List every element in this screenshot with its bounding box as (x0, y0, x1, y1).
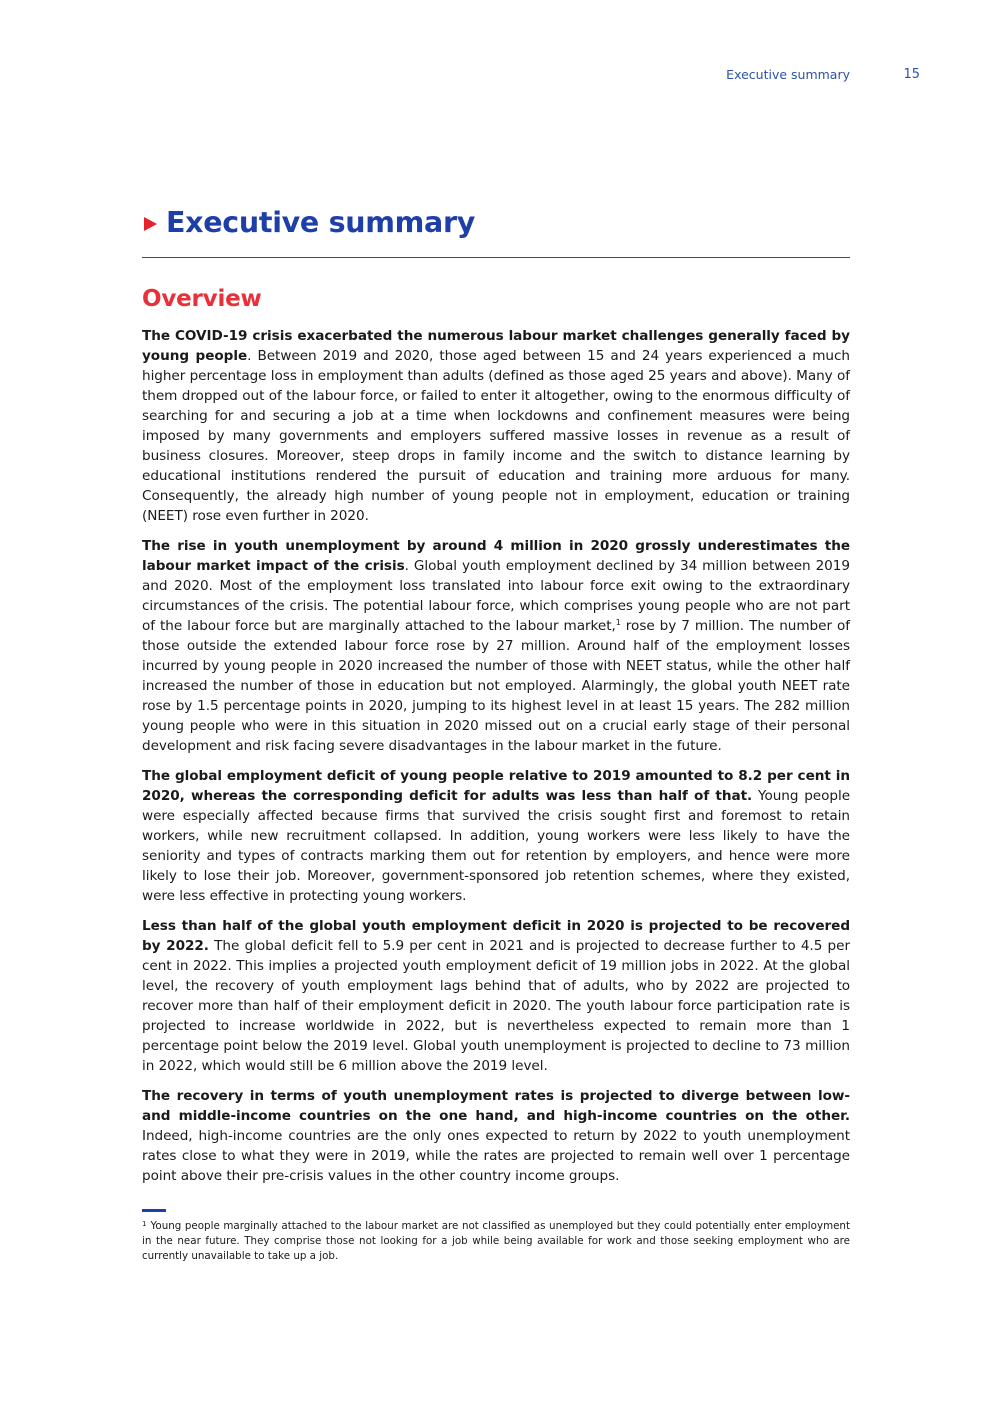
paragraph-lead: The rise in youth unemployment by around 4 million in 2020 grossly underestimates the labour market impact of the crisis (142, 538, 850, 574)
page-number: 15 (903, 67, 920, 82)
footnote-reference[interactable]: 1 (615, 618, 621, 627)
paragraph (142, 916, 850, 1076)
paragraph (142, 536, 850, 756)
body-text (142, 326, 850, 1196)
paragraph (142, 766, 850, 906)
paragraph-text: The global deficit fell to 5.9 per cent in 2021 and is projected to decrease further to 4.5 per cent in 2022. This implies a projected youth employment deficit of 19 million jobs in 2022. At the global level, the recovery of youth employment lags behind that of adults, who by 2022 are projected to recover more than half of their employment deficit in 2020. The youth labour force participation rate is projected to increase worldwide in 2022, but is nevertheless expected to remain more than 1 percentage point below the 2019 level. Global youth unemployment is projected to decline to 73 million in 2022, which would still be 6 million above the 2019 level. (142, 938, 850, 1074)
triangle-bullet-icon (144, 217, 157, 231)
footnote-divider (142, 1209, 166, 1212)
paragraph (142, 1086, 850, 1186)
footnote (142, 1219, 850, 1264)
paragraph (142, 326, 850, 526)
paragraph-text: Young people were especially affected because firms that survived the crisis sought first and foremost to retain workers, while new recruitment collapsed. In addition, young workers were less likely to have the seniority and types of contracts marking them out for retention by employers, and hence were more likely to lose their job. Moreover, government-sponsored job retention schemes, where they existed, were less effective in protecting young workers. (142, 788, 851, 904)
paragraph-text: . Global youth employment declined by 34 million between 2019 and 2020. Most of the employment loss translated into labour force exit owing to the extraordinary circumstances of the crisis. The potential labour force, which comprises young people who are not part of the labour force but are marginally attached to the labour market, (142, 558, 850, 634)
chapter-title: Executive summary (166, 206, 475, 239)
paragraph-lead: Less than half of the global youth employment deficit in 2020 is projected to be recovered by 2022. (142, 918, 850, 954)
footnote-marker: 1 (142, 1220, 147, 1228)
section-title: Overview (142, 286, 262, 312)
paragraph-text: . Between 2019 and 2020, those aged between 15 and 24 years experienced a much higher percentage loss in employment than adults (defined as those aged 25 years and above). Many of them dropped out of the labour force, or failed to enter it altogether, owing to the enormous difficulty of searching for and securing a job at a time when lockdowns and confinement measures were being imposed by many governments and employers suffered massive losses in revenue as a result of business closures. Moreover, steep drops in family income and the switch to distance learning by educational institutions rendered the pursuit of education and training more arduous for many. Consequently, the already high number of young people not in employment, education or training (NEET) rose even further in 2020. (142, 348, 850, 524)
running-header-section: Executive summary (726, 67, 850, 82)
paragraph-lead: The COVID-19 crisis exacerbated the numerous labour market challenges generally faced by young people (142, 328, 850, 364)
paragraph-text: Indeed, high-income countries are the only ones expected to return by 2022 to youth unemployment rates close to what they were in 2019, while the rates are projected to remain well over 1 percentage point above their pre-crisis values in the other country income groups. (142, 1128, 850, 1184)
paragraph-lead: The global employment deficit of young people relative to 2019 amounted to 8.2 per cent in 2020, whereas the corresponding deficit for adults was less than half of that. (142, 768, 850, 804)
footnote-text: Young people marginally attached to the labour market are not classified as unemployed but they could potentially enter employment in the near future. They comprise those not looking for a job while being available for work and those seeking employment who are currently unavailable to take up a job. (142, 1220, 850, 1262)
paragraph-text-continued: rose by 7 million. The number of those outside the extended labour force rose by 27 million. Around half of the employment losses incurred by young people in 2020 increased the number of those with NEET status, while the other half increased the number of those in education but not employed. Alarmingly, the global youth NEET rate rose by 1.5 percentage points in 2020, jumping to its highest level in at least 15 years. The 282 million young people who were in this situation in 2020 missed out on a crucial early stage of their personal development and risk facing severe disadvantages in the labour market in the future. (142, 618, 851, 754)
paragraph-lead: The recovery in terms of youth unemployment rates is projected to diverge between low- and middle-income countries on the one hand, and high-income countries on the other. (142, 1088, 850, 1124)
chapter-heading (142, 203, 850, 258)
